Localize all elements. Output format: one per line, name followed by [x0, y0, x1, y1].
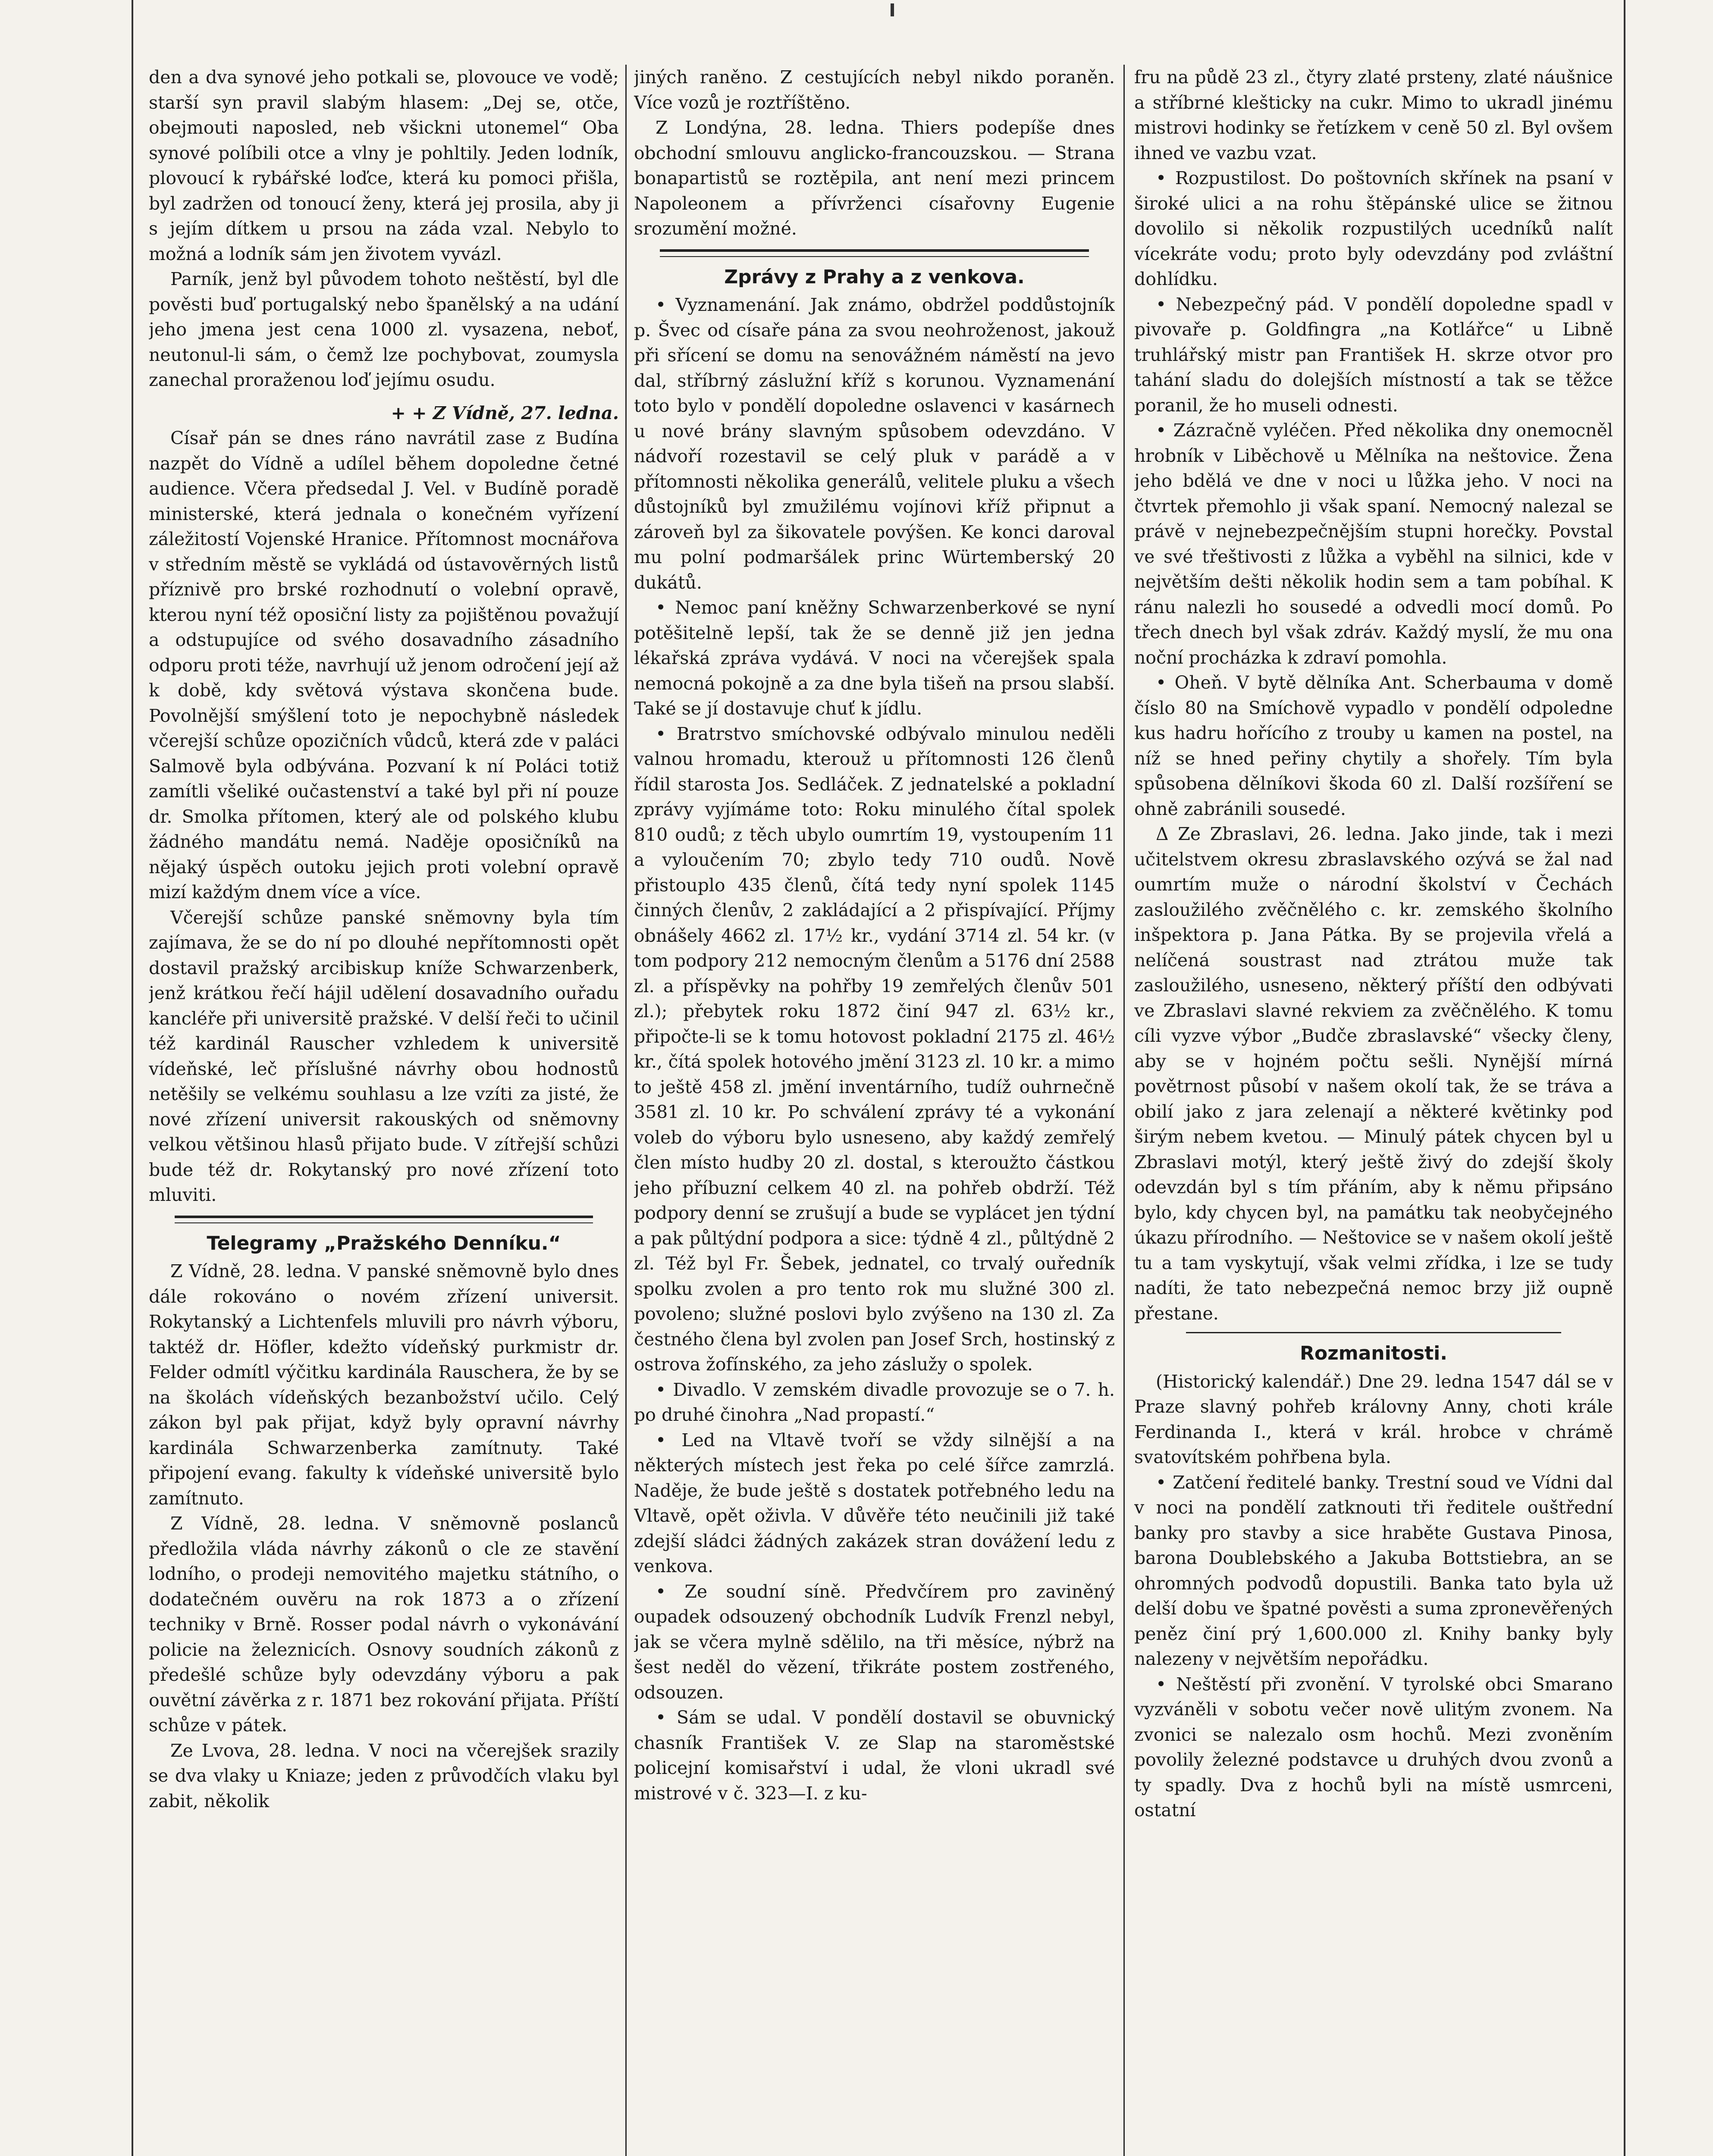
article-paragraph: fru na půdě 23 zl., čtyry zlaté prsteny, zlaté náušnice a stříbrné klešticky na cukr. Mimo to ukradl jinému mistrovi hodinky se řetízkem v ceně 50 zl. Byl ovšem ihned ve vazbu vzat. [1134, 67, 1613, 163]
article-paragraph: • Bratrstvo smíchovské odbývalo minulou neděli valnou hromadu, kterouž u přítomnosti 126 členů řídil starosta Jos. Sedláček. Z jednatelské a pokladní zprávy vyjímáme toto: Roku minulého čítal spolek 810 oudů; z těch ubylo oumrtím 19, vystoupením 11 a vyloučením 70; zbylo tedy 710 oudů. Nově přistouplo 435 členů, čítá tedy nyní spolek 1145 činných členův, 2 zakládající a 2 přispívající. Příjmy obnášely 4662 zl. 17½ kr., vydání 3714 zl. 54 kr. (v tom podpory 212 nemocným členům a 5176 dní 2588 zl. a příspěvky na pohřby 19 zemřelých členův 501 zl.); přebytek roku 1872 činí 947 zl. 63½ kr., připočte-li se k tomu hotovost pokladní 2175 zl. 46½ kr., čítá spolek hotového jmění 3123 zl. 10 kr. a mimo to ještě 458 zl. jmění inventárního, tudíž ouhrnečně 3581 zl. 10 kr. Po schválení zprávy té a vykonání voleb do výboru bylo usneseno, aby každý zemřelý člen místo hudby 20 zl. dostal, s kteroužto částkou jeho příbuzní celkem 40 zl. na pohřeb obdrží. Též podpory denní se zrušují a bude se vyplácet jen týdní a pak půltýdní podpora a sice: týdně 4 zl., půltýdně 2 zl. Též byl Fr. Šebek, jednatel, co trvalý ouředník spolku zvolen a pro tento rok mu služné 300 zl. povoleno; služné poslovi bylo zvýšeno na 130 zl. Za čestného člena byl zvolen pan Josef Srch, hostinský z ostrova žofínského, za jeho záslužy o spolek. [634, 723, 1115, 1375]
column-rule-1 [625, 65, 627, 2156]
article-paragraph: • Oheň. V bytě dělníka Ant. Scherbauma v domě číslo 80 na Smíchově vypadlo v pondělí odpoledne kus hadru hořícího z trouby u kamen na postel, na níž se hned peřiny chytily a shořely. Tím byla spůsobena dělníkovi škoda 60 zl. Další rozšíření se ohně zabránili sousedé. [1134, 672, 1613, 819]
section-separator [1186, 1332, 1561, 1333]
section-separator [660, 249, 1089, 257]
print-mark [891, 3, 894, 16]
section-heading-telegrams: Telegramy „Pražského Denníku.“ [207, 1232, 561, 1254]
article-paragraph: Z Vídně, 28. ledna. V panské sněmovně bylo dnes dále rokováno o novém zřízení universit. Rokytanský a Lichtenfels mluvili pro návrh výboru, taktéž dr. Höfler, kdežto vídeňský purkmistr dr. Felder odmítl výčitku kardinála Rauschera, že by se na školách vídeňských bezanbožství učilo. Celý zákon byl pak přijat, když byly opravní návrhy kardinála Schwarzenberka zamítnuty. Také připojení evang. fakulty k vídeňské universitě bylo zamítnuto. [149, 1261, 619, 1509]
section-separator [175, 1216, 593, 1223]
section-heading-miscellany: Rozmanitosti. [1300, 1342, 1447, 1364]
article-paragraph: Z Londýna, 28. ledna. Thiers podepíše dnes obchodní smlouvu anglicko-francouzskou. — Strana bonapartistů se roztěpila, ant není mezi princem Napoleonem a přívrženci císařovny Eugenie srozumění možné. [634, 117, 1115, 239]
article-paragraph: • Vyznamenání. Jak známo, obdržel poddůstojník p. Švec od císaře pána za svou neohroženost, jakouž při sřícení se domu na senovážném náměstí na jevo dal, stříbrný záslužní kříž s korunou. Vyznamenání toto bylo v pondělí dopoledne oslavenci v kasárnech u nové brány slavným spůsobem odevzdáno. V nádvoří rozestavil se celý pluk v parádě a v přítomnosti několika generálů, velitele pluku a všech důstojníků byl zmužilému vojínovi kříž připnut a zároveň byl za šikovatele povýšen. Ke konci daroval mu polní podmaršálek princ Würtemberský 20 dukátů. [634, 295, 1115, 593]
page-edge-left [132, 0, 133, 2156]
article-paragraph: Z Vídně, 28. ledna. V sněmovně poslanců předložila vláda návrhy zákonů o cle ze stavění lodního, o prodeji nemovitého majetku státního, o dodatečném ouvěru na rok 1873 a o zřízení techniky v Brně. Rosser podal návrh o vykonávání policie na železnicích. Osnovy soudních zákonů z předešlé schůze byly odevzdány výboru a pak ouvětní závěrka z r. 1871 bez rokování přijata. Příští schůze v pátek. [149, 1513, 619, 1736]
page-edge-right [1624, 0, 1625, 2156]
article-paragraph: Δ Ze Zbraslavi, 26. ledna. Jako jinde, tak i mezi učitelstvem okresu zbraslavského ozývá se žal nad oumrtím muže o národní školství v Čechách zasloužilého zvěčnělého c. kr. zemského školního inšpektora p. Jana Pátka. By se projevila vřelá a nelíčená soustrast nad ztrátou muže tak zasloužilého, usneseno, některý příští den odbývati ve Zbraslavi slavné rekviem za zvěčnělého. K tomu cíli vyzve výbor „Budče zbraslavské“ všecky členy, aby se v hojném počtu sešli. Nynější mírná povětrnost působí v našem okolí tak, že se tráva a obilí jako z jara zelenají a některé květinky pod širým nebem kvetou. — Minulý pátek chycen byl u Zbraslavi motýl, který ještě živý do zdejší školy odevzdán byl s tím přáním, aby k němu připsáno bylo, kdy chycen byl, na památku tak neobyčejného úkazu přírodního. — Neštovice se v našem okolí ještě tu a tam vyskytují, však velmi zřídka, i lze se tudy nadíti, že tato nebezpečná nemoc brzy již oupně přestane. [1134, 824, 1613, 1324]
article-paragraph: Císař pán se dnes ráno navrátil zase z Budína nazpět do Vídně a udílel během dopoledne četné audience. Včera předsedal J. Vel. v Budíně poradě ministerské, která jednala o konečném vyřízení záležitostí Vojenské Hranice. Přítomnost mocnářova v středním městě se vykládá od ústavověrných listů příznivě pro brské rozhodnutí o volební opravě, kterou nyní též oposiční listy za pojištěnou považují a odstupujíce od svého dosavadního zásadního odporu proti téže, navrhují už jenom odročení její až k době, kdy světová výstava skončena bude. Povolnější smýšlení toto je nepochybně následek včerejší schůze opozičních vůdců, která zde v paláci Salmově byla odbývána. Pozvaní k ní Poláci totiž zamítli všeliké oučastenství a také byl při ní pouze dr. Smolka přítomen, který ale od polského klubu žádného mandátu nemá. Naděje oposičníků na nějaký úspěch outoku jejich proti volební opravě mizí každým dnem více a více. [149, 428, 619, 903]
article-paragraph: • Rozpustilost. Do poštovních skřínek na psaní v široké ulici a na rohu štěpánské ulice se žitnou dovolilo si několik rozpustilých ucedníků nalít vícekráte vodu; proto byly odevzdány pod zvláštní dohlídku. [1134, 168, 1613, 289]
article-paragraph: • Divadlo. V zemském divadle provozuje se o 7. h. po druhé činohra „Nad propastí.“ [634, 1379, 1115, 1425]
dateline-vienna: + + Z Vídně, 27. ledna. [391, 402, 619, 423]
article-paragraph: Ze Lvova, 28. ledna. V noci na včerejšek srazily se dva vlaky u Kniaze; jeden z průvodčích vlaku byl zabit, několik [149, 1740, 619, 1811]
column-1 [149, 65, 619, 2156]
article-paragraph: • Ze soudní síně. Předvčírem pro zaviněný oupadek odsouzený obchodník Ludvík Frenzl nebyl, jak se včera mylně sdělilo, na tři měsíce, nýbrž na šest neděl do vězení, třikráte postem zostřeného, odsouzen. [634, 1581, 1115, 1703]
article-paragraph: Včerejší schůze panské sněmovny byla tím zajímava, že se do ní po dlouhé nepřítomnosti opět dostavil pražský arcibiskup kníže Schwarzenberk, jenž krátkou řečí hájil udělení dosavadního ouřadu kancléře při universitě pražské. V delší řeči to učinil též kardinál Rauscher vzhledem k universitě vídeňské, leč příslušné návrhy obou hodnostů netěšily se velkému souhlasu a lze vzíti za jisté, že nové zřízení universit rakouských od sněmovny velkou většinou hlasů přijato bude. V zítřejší schůzi bude též dr. Rokytanský pro nové zřízení toto mluviti. [149, 907, 619, 1205]
article-paragraph: • Sám se udal. V pondělí dostavil se obuvnický chasník František V. ze Slap na staroměstské policejní komisařství i udal, že vloni ukradl své mistrové v č. 323—I. z ku- [634, 1707, 1115, 1804]
article-paragraph: (Historický kalendář.) Dne 29. ledna 1547 dál se v Praze slavný pohřeb královny Anny, choti krále Ferdinanda I., která v král. hrobce v chrámě svatovítském pohřbena byla. [1134, 1371, 1613, 1467]
column-2 [634, 65, 1115, 2156]
article-paragraph: • Nemoc paní kněžny Schwarzenberkové se nyní potěšitelně lepší, tak že se denně již jen jedna lékařská zpráva vydává. V noci na včerejšek spala nemocná pokojně a za dne byla tišeň na prsou slabší. Také se jí dostavuje chuť k jídlu. [634, 597, 1115, 719]
section-heading-prague: Zprávy z Prahy a z venkova. [724, 266, 1025, 288]
article-paragraph: • Zázračně vyléčen. Před několika dny onemocněl hrobník v Liběchově u Mělníka na neštovice. Žena jeho bdělá ve dne v noci u lůžka jeho. V noci na čtvrtek přemohlo ji však spaní. Nemocný nalezal se právě v nejnebezpečnějším stupni horečky. Povstal ve své třeštivosti z lůžka a vyběhl na silnici, kde v největším dešti několik hodin sem a tam pobíhal. K ránu nalezli ho sousedé a odvedli mocí domů. Po třech dnech byl však zdráv. Každý myslí, že mu ona noční procházka k zdraví pomohla. [1134, 420, 1613, 668]
column-rule-2 [1123, 65, 1125, 2156]
article-paragraph: • Neštěstí při zvonění. V tyrolské obci Smarano vyzváněli v sobotu večer nově ulitým zvonem. Na zvonici se nalezalo osm hochů. Mezi zvoněním povolily železné podstavce u druhých dvou zvonů a ty spadly. Dva z hochů byli na místě usmrceni, ostatní [1134, 1673, 1613, 1821]
article-paragraph: jiných raněno. Z cestujících nebyl nikdo poraněn. Více vozů je roztříštěno. [634, 67, 1115, 113]
column-3 [1134, 65, 1613, 2156]
article-paragraph: den a dva synové jeho potkali se, plovouce ve vodě; starší syn pravil slabým hlasem: „Dej se, otče, obejmouti naposled, neb všickni utonemel“ Oba synové políbili otce a vlny je pohltily. Jeden lodník, plovoucí k rybářské loďce, která ku pomoci přišla, byl zadržen od tonoucí ženy, která jej prosila, aby ji s jejím dítkem u prsou na záda vzal. Nebylo to možná a lodník sám jen životem vyvázl. [149, 67, 619, 264]
article-paragraph: Parník, jenž byl původem tohoto neštěstí, byl dle pověsti buď portugalský nebo španělský a na udání jeho jmena jest cena 1000 zl. vysazena, neboť, neutonul-li sám, o čemž lze pochybovat, zoumysla zanechal proraženou loď jejímu osudu. [149, 269, 619, 390]
article-paragraph: • Zatčení ředitelé banky. Trestní soud ve Vídni dal v noci na pondělí zatknouti tři ředitele ouštřední banky pro stavby a sice hraběte Gustava Pinosa, barona Doublebského a Jakuba Bottstiebra, an se ohromných podvodů dopustili. Banka tato byla už delší dobu ve špatné pověsti a suma zpronevěřených peněz činí prý 1,600.000 zl. Knihy banky byly nalezeny v největším nepořádku. [1134, 1472, 1613, 1669]
article-paragraph: • Led na Vltavě tvoří se vždy silnější a na některých místech jest řeka po celé šířce zamrzlá. Naděje, že bude ještě s dostatek potřebného ledu na Vltavě, opět oživla. V důvěře této neučinili již také zdejší sládci žádných zakázek stran dovážení ledu z venkova. [634, 1429, 1115, 1576]
article-paragraph: • Nebezpečný pád. V pondělí dopoledne spadl v pivovaře p. Goldfingra „na Kotlářce“ u Libně truhlářský mistr pan František H. skrze otvor pro tahání sladu do dolejších místností a tak se těžce poranil, že ho museli odnesti. [1134, 294, 1613, 416]
